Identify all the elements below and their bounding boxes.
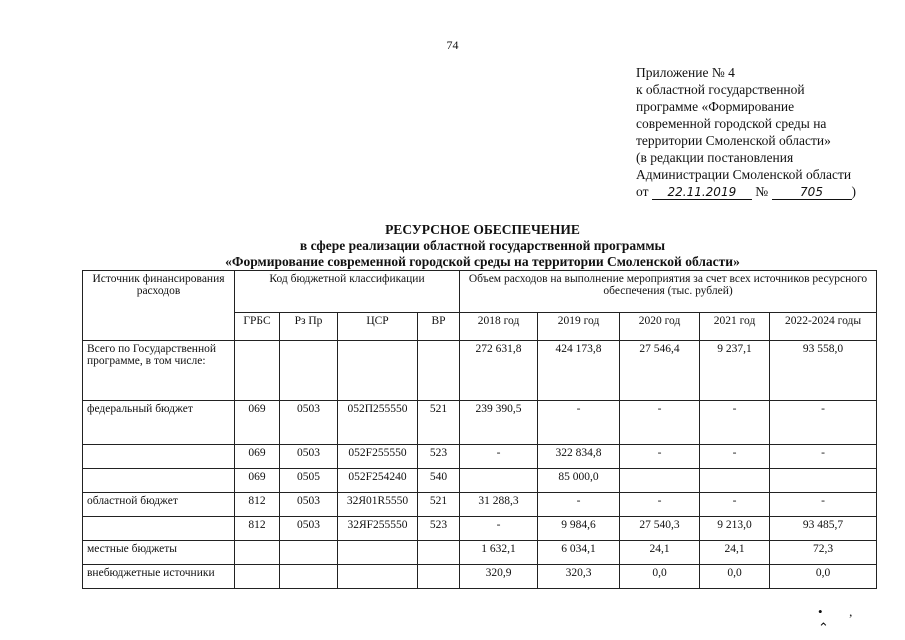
cell-source	[83, 469, 235, 493]
heading-program-name: «Формирование современной городской среды на территории Смоленской области»	[225, 254, 740, 269]
header-volume: Объем расходов на выполнение мероприятия за счет всех источников ресурсного обеспечения (тыс. рублей)	[460, 271, 877, 313]
resource-table	[82, 270, 877, 589]
cell-grbs	[235, 541, 280, 565]
cell-2018: 31 288,3	[460, 493, 538, 517]
cell-vr: 523	[418, 445, 460, 469]
cell-2019: 9 984,6	[538, 517, 620, 541]
cell-2022-2024: -	[770, 493, 877, 517]
cell-2019: -	[538, 493, 620, 517]
table-row	[83, 517, 877, 541]
cell-2021: -	[700, 401, 770, 445]
cell-csr: 052F255550	[338, 445, 418, 469]
cell-grbs: 069	[235, 469, 280, 493]
cell-source	[83, 517, 235, 541]
annex-line: Приложение № 4	[636, 65, 735, 80]
cell-2019: -	[538, 401, 620, 445]
annex-line: Администрации Смоленской области	[636, 167, 852, 182]
header-year-2019: 2019 год	[538, 313, 620, 341]
table-row	[83, 565, 877, 589]
cell-source	[83, 445, 235, 469]
cell-rzpr: 0503	[280, 445, 338, 469]
cell-2021: -	[700, 445, 770, 469]
cell-2020: 27 546,4	[620, 341, 700, 401]
table-body	[83, 341, 877, 589]
table-row	[83, 469, 877, 493]
cell-grbs	[235, 341, 280, 401]
cell-2020	[620, 469, 700, 493]
cell-2019: 320,3	[538, 565, 620, 589]
cell-2018: 320,9	[460, 565, 538, 589]
cell-2020: 27 540,3	[620, 517, 700, 541]
cell-2021: 9 213,0	[700, 517, 770, 541]
cell-rzpr	[280, 565, 338, 589]
cell-2019: 424 173,8	[538, 341, 620, 401]
cell-csr: 32Я01R5550	[338, 493, 418, 517]
heading-title: РЕСУРСНОЕ ОБЕСПЕЧЕНИЕ	[385, 222, 580, 237]
header-year-2020: 2020 год	[620, 313, 700, 341]
cell-vr: 523	[418, 517, 460, 541]
header-grbs: ГРБС	[235, 313, 280, 341]
annex-line: к областной государственной	[636, 82, 805, 97]
cell-2019: 85 000,0	[538, 469, 620, 493]
annex-line: программе «Формирование	[636, 99, 795, 114]
cell-2018: -	[460, 445, 538, 469]
cell-2020: -	[620, 401, 700, 445]
annex-date-line	[636, 183, 898, 200]
cell-2022-2024	[770, 469, 877, 493]
document-heading	[150, 222, 815, 270]
cell-vr: 521	[418, 401, 460, 445]
cell-2022-2024: 93 558,0	[770, 341, 877, 401]
cell-csr: 052П255550	[338, 401, 418, 445]
table-row	[83, 541, 877, 565]
cell-2021: 0,0	[700, 565, 770, 589]
annex-line: современной городской среды на	[636, 116, 827, 131]
cell-grbs: 812	[235, 517, 280, 541]
header-csr: ЦСР	[338, 313, 418, 341]
handwritten-date: 22.11.2019	[652, 185, 752, 200]
table-row	[83, 341, 877, 401]
header-rzpr: Рз Пр	[280, 313, 338, 341]
cell-csr: 32ЯF255550	[338, 517, 418, 541]
cell-rzpr: 0503	[280, 493, 338, 517]
cell-source: федеральный бюджет	[83, 401, 235, 445]
cell-vr	[418, 541, 460, 565]
heading-subtitle: в сфере реализации областной государственной программы	[299, 238, 666, 253]
cell-2020: 24,1	[620, 541, 700, 565]
cell-2022-2024: 93 485,7	[770, 517, 877, 541]
cell-2022-2024: -	[770, 401, 877, 445]
table-row	[83, 445, 877, 469]
annex-block	[636, 64, 898, 200]
table-row	[83, 493, 877, 517]
date-prefix: от	[636, 184, 649, 199]
cell-2021: 9 237,1	[700, 341, 770, 401]
cell-2018: 239 390,5	[460, 401, 538, 445]
cell-grbs: 812	[235, 493, 280, 517]
scan-marks: •‚ ⌃	[818, 604, 879, 635]
cell-2022-2024: 0,0	[770, 565, 877, 589]
cell-rzpr	[280, 341, 338, 401]
cell-2021	[700, 469, 770, 493]
cell-source: областной бюджет	[83, 493, 235, 517]
cell-rzpr: 0503	[280, 517, 338, 541]
cell-2021: -	[700, 493, 770, 517]
cell-2018: 272 631,8	[460, 341, 538, 401]
closing-paren: )	[851, 184, 856, 199]
cell-2022-2024: -	[770, 445, 877, 469]
number-prefix: №	[755, 184, 769, 199]
cell-csr: 052F254240	[338, 469, 418, 493]
cell-rzpr: 0503	[280, 401, 338, 445]
header-year-2018: 2018 год	[460, 313, 538, 341]
cell-2021: 24,1	[700, 541, 770, 565]
cell-csr	[338, 541, 418, 565]
cell-source: внебюджетные источники	[83, 565, 235, 589]
header-source: Источник финансирования расходов	[83, 271, 235, 341]
table-header-row	[83, 271, 877, 313]
cell-source: Всего по Государственной программе, в том числе:	[83, 341, 235, 401]
cell-rzpr	[280, 541, 338, 565]
cell-2018: 1 632,1	[460, 541, 538, 565]
cell-vr	[418, 341, 460, 401]
cell-vr: 540	[418, 469, 460, 493]
handwritten-number: 705	[772, 185, 852, 200]
cell-2020: -	[620, 445, 700, 469]
cell-rzpr: 0505	[280, 469, 338, 493]
cell-2019: 322 834,8	[538, 445, 620, 469]
annex-line: территории Смоленской области»	[636, 133, 831, 148]
cell-grbs: 069	[235, 401, 280, 445]
cell-2022-2024: 72,3	[770, 541, 877, 565]
cell-2018: -	[460, 517, 538, 541]
cell-2019: 6 034,1	[538, 541, 620, 565]
cell-2020: -	[620, 493, 700, 517]
header-classification: Код бюджетной классификации	[235, 271, 460, 313]
cell-2020: 0,0	[620, 565, 700, 589]
cell-grbs	[235, 565, 280, 589]
table-row	[83, 401, 877, 445]
cell-2018	[460, 469, 538, 493]
page-number: 74	[446, 38, 459, 52]
cell-csr	[338, 341, 418, 401]
header-year-2021: 2021 год	[700, 313, 770, 341]
cell-csr	[338, 565, 418, 589]
cell-source: местные бюджеты	[83, 541, 235, 565]
cell-grbs: 069	[235, 445, 280, 469]
header-vr: ВР	[418, 313, 460, 341]
cell-vr	[418, 565, 460, 589]
annex-line: (в редакции постановления	[636, 150, 794, 165]
cell-vr: 521	[418, 493, 460, 517]
header-year-2022-2024: 2022-2024 годы	[770, 313, 877, 341]
